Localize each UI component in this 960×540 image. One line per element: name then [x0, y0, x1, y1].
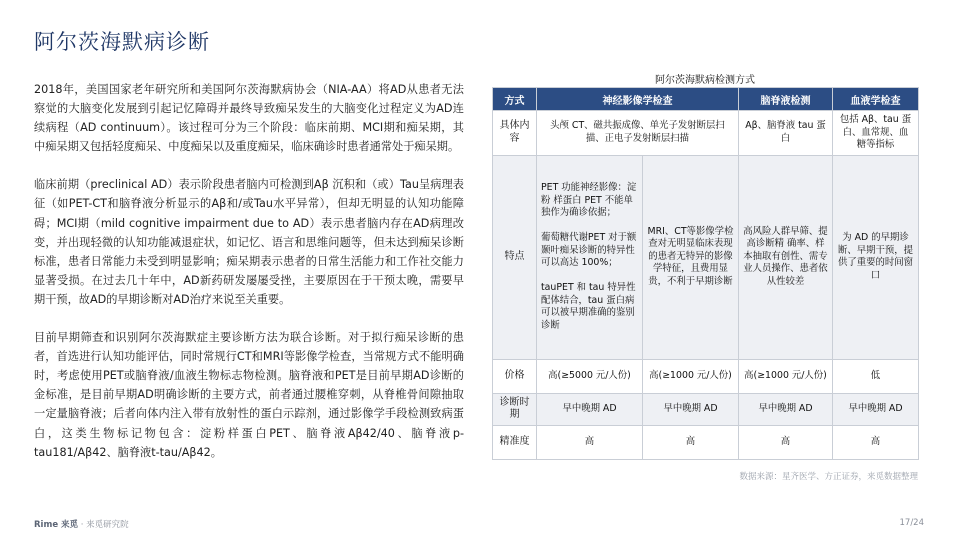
row-label-accuracy: 精准度	[493, 425, 537, 459]
cell-content-csf: Aβ、脑脊液 tau 蛋白	[739, 111, 833, 156]
header-method: 方式	[493, 88, 537, 111]
footer-logo	[34, 518, 129, 530]
cell-stage-csf: 早中晚期 AD	[739, 393, 833, 425]
row-label-features: 特点	[493, 155, 537, 359]
cell-stage-pet: 早中晚期 AD	[537, 393, 643, 425]
header-neuroimaging: 神经影像学检查	[537, 88, 739, 111]
cell-price-mri: 高(≥1000 元/人份)	[643, 359, 739, 393]
cell-features-mri: MRI、CT等影像学检查对无明显临床表现的患者无特异的影像学特征，且费用显贵，不利于早期诊断	[643, 155, 739, 359]
paragraph-diagnosis: 目前早期筛查和识别阿尔茨海默症主要诊断方法为联合诊断。对于拟行痴呆诊断的患者，首选进行认知功能评估，同时常规行CT和MRI等影像学检查，当常规方式不能明确时，考虑使用PET或脑脊液/血液生物标志物检测。脑脊液和PET是目前早期AD诊断的金标准，是目前早期AD明确诊断的主要方式，前者通过腰椎穿刺，从脊椎骨间隙抽取一定量脑脊液；后者向体内注入带有放射性的蛋白示踪剂，通过影像学手段检测致病蛋白，这类生物标记物包含：淀粉样蛋白PET、脑脊液Aβ42/40、脑脊液p-tau181/Aβ42、脑脊液t-tau/Aβ42。	[34, 331, 464, 459]
table-row-content	[493, 111, 919, 156]
cell-stage-blood: 早中晚期 AD	[833, 393, 919, 425]
header-blood: 血液学检查	[833, 88, 919, 111]
paragraph-intro: 2018年，美国国家老年研究所和美国阿尔茨海默病协会（NIA-AA）将AD从患者无法察觉的大脑变化发展到引起记忆障碍并最终导致痴呆发生的大脑变化过程定义为AD连续病程（AD continuum）。该过程可分为三个阶段：临床前期、MCI期和痴呆期，其中痴呆期又包括轻度痴呆、中度痴呆以及重度痴呆，临床确诊时患者通常处于痴呆期。	[34, 83, 464, 154]
cell-stage-mri: 早中晚期 AD	[643, 393, 739, 425]
table-row-price	[493, 359, 919, 393]
cell-accuracy-csf: 高	[739, 425, 833, 459]
row-label-stage: 诊断时期	[493, 393, 537, 425]
cell-features-csf: 高风险人群早筛、提高诊断精 确率、样本抽取有创性、需专业人员操作、患者依从性较差	[739, 155, 833, 359]
cell-features-pet: PET 功能神经影像：淀粉 样蛋白 PET 不能单独作为确诊依据； 葡萄糖代谢PET 对于额颞叶痴呆诊断的特异性可以高达 100%； tauPET 和 tau 特异性 配体结合，tau 蛋白病可以被早期准确的鉴别诊断	[537, 155, 643, 359]
table-row-stage	[493, 393, 919, 425]
brand-subtitle: · 来觅研究院	[80, 520, 129, 530]
cell-features-blood: 为 AD 的早期诊断、早期干预，提供了重要的时间窗口	[833, 155, 919, 359]
cell-price-blood: 低	[833, 359, 919, 393]
header-csf: 脑脊液检测	[739, 88, 833, 111]
table-row-accuracy	[493, 425, 919, 459]
page-number: 17/24	[899, 518, 924, 528]
cell-content-blood: 包括 Aβ、tau 蛋白、血常规、血 糖等指标	[833, 111, 919, 156]
table-title: 阿尔茨海默病检测方式	[655, 75, 755, 86]
body-text	[34, 80, 464, 481]
cell-content-neuro: 头颅 CT、磁共振成像、单光子发射断层扫描、正电子发射断层扫描	[537, 111, 739, 156]
cell-price-pet: 高(≥5000 元/人份)	[537, 359, 643, 393]
detection-methods-table	[492, 87, 919, 460]
cell-accuracy-mri: 高	[643, 425, 739, 459]
row-label-content: 具体内容	[493, 111, 537, 156]
cell-accuracy-pet: 高	[537, 425, 643, 459]
paragraph-stages: 临床前期（preclinical AD）表示阶段患者脑内可检测到Aβ 沉积和（或）Tau呈病理表征（如PET-CT和脑脊液分析显示的Aβ和/或Tau水平异常），但却无明显的认知功能障碍；MCI期（mild cognitive impairment due to AD）表示患者脑内存在AD病理改变，并出现轻微的认知功能减退症状，如记忆、语言和思维问题等，但未达到痴呆诊断标准，患者日常能力未受到明显影响；痴呆期表示患者的日常生活能力和工作社交能力显著受损。在过去几十年中，AD新药研发屡屡受挫，主要原因在于干预太晚，需要早期干预，故AD的早期诊断对AD治疗来说至关重要。	[34, 178, 464, 306]
page-title: 阿尔茨海默病诊断	[34, 30, 210, 54]
brand-name: Rime 来觅	[34, 520, 79, 530]
table-header-row	[493, 88, 919, 111]
table-row-features	[493, 155, 919, 359]
cell-price-csf: 高(≥1000 元/人份)	[739, 359, 833, 393]
row-label-price: 价格	[493, 359, 537, 393]
cell-accuracy-blood: 高	[833, 425, 919, 459]
data-source-note: 数据来源：星齐医学、方正证券，来觅数据整理	[739, 472, 918, 482]
